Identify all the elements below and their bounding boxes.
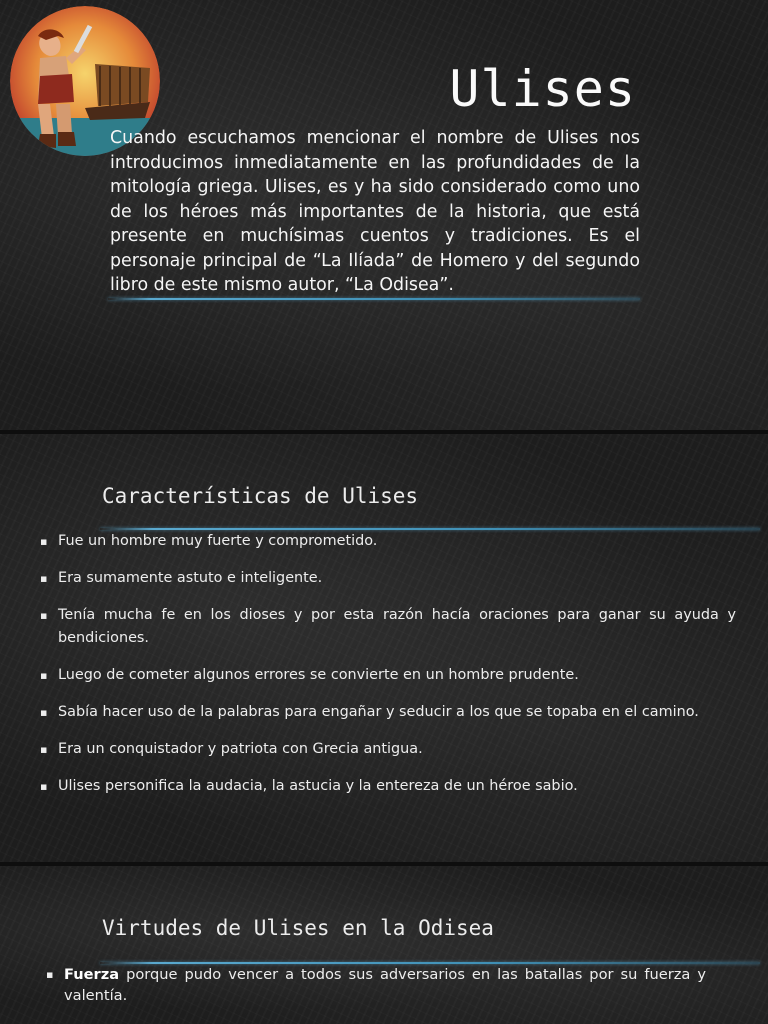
list-item: ▪ Era sumamente astuto e inteligente. <box>40 567 736 590</box>
slide-intro <box>0 0 768 430</box>
virtues-heading: Virtudes de Ulises en la Odisea <box>102 916 494 940</box>
virtue-description: porque pudo vencer a todos sus adversarios en las batallas por su fuerza y valentía. <box>64 966 706 1004</box>
title-divider <box>108 298 640 300</box>
virtue-term: Fuerza <box>64 966 120 983</box>
virtues-list <box>46 964 706 1006</box>
list-item: ▪ Sabía hacer uso de la palabras para engañar y seducir a los que se topaba en el camino. <box>40 701 736 724</box>
bullet-icon: ▪ <box>40 535 48 548</box>
intro-paragraph: Cuando escuchamos mencionar el nombre de Ulises nos introducimos inmediatamente en las profundidades de la mitología griega. Ulises, es y ha sido considerado como uno de los héroes más importantes de la historia, que está presente en muchísimas cuentos y tradiciones. Es el personaje principal de “La Ilíada” de Homero y del segundo libro de este mismo autor, “La Odisea”. <box>110 128 640 295</box>
bullet-icon: ▪ <box>46 968 54 981</box>
slide-title: Ulises <box>449 60 636 118</box>
list-item <box>46 964 706 1006</box>
characteristics-list <box>40 530 736 798</box>
list-item: ▪ Ulises personifica la audacia, la astucia y la entereza de un héroe sabio. <box>40 775 736 798</box>
list-item: ▪ Era un conquistador y patriota con Grecia antigua. <box>40 738 736 761</box>
bullet-icon: ▪ <box>40 609 48 622</box>
bullet-icon: ▪ <box>40 572 48 585</box>
bullet-icon: ▪ <box>40 706 48 719</box>
bullet-icon: ▪ <box>40 780 48 793</box>
characteristics-heading: Características de Ulises <box>102 484 419 508</box>
bullet-icon: ▪ <box>40 743 48 756</box>
bullet-icon: ▪ <box>40 669 48 682</box>
slide-virtues <box>0 866 768 1024</box>
list-item: ▪ Luego de cometer algunos errores se convierte en un hombre prudente. <box>40 664 736 687</box>
list-item: ▪ Tenía mucha fe en los dioses y por esta razón hacía oraciones para ganar su ayuda y bendiciones. <box>40 604 736 650</box>
slide-characteristics <box>0 434 768 862</box>
list-item: ▪ Fue un hombre muy fuerte y comprometido. <box>40 530 736 553</box>
